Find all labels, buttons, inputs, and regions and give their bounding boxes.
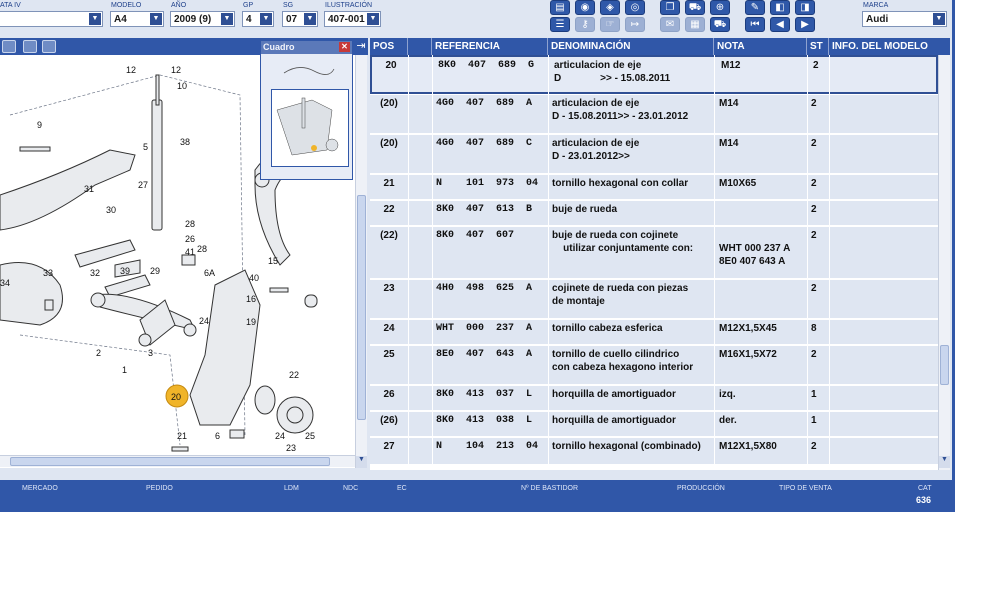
ata-select[interactable] xyxy=(0,11,103,27)
cell-pos: (22) xyxy=(380,230,398,241)
table-row[interactable] xyxy=(370,135,938,175)
callout-16[interactable]: 16 xyxy=(246,294,257,304)
col-denominacion[interactable]: DENOMINACIÓN xyxy=(548,38,714,55)
col-pos[interactable]: POS xyxy=(370,38,408,55)
close-icon[interactable]: ✕ xyxy=(339,42,350,52)
selector-label-modelo: MODELO xyxy=(111,2,142,9)
callout-22[interactable]: 22 xyxy=(289,370,300,380)
cell-referencia: 4G0 407 689 A xyxy=(436,98,533,109)
table-row[interactable] xyxy=(370,386,938,412)
callout-31[interactable]: 31 xyxy=(84,184,95,194)
cell-pos: (20) xyxy=(380,98,398,109)
col-st[interactable]: ST xyxy=(807,38,829,55)
cell-referencia: 8K0 413 038 L xyxy=(436,415,533,426)
selector-label-marca: MARCA xyxy=(863,2,889,9)
first-icon[interactable]: ⏮ xyxy=(745,17,765,32)
table-row[interactable] xyxy=(370,175,938,201)
chevron-down-icon[interactable]: ▼ xyxy=(304,13,316,25)
cell-denominacion: tornillo de cuello cilindrico con cabeza hexagono interior xyxy=(552,349,694,373)
next-page-icon[interactable]: ◨ xyxy=(795,0,815,15)
cell-nota: M14 xyxy=(719,98,739,109)
scroll-thumb[interactable] xyxy=(940,345,949,385)
callout-29[interactable]: 29 xyxy=(150,266,161,276)
overview-thumbnail xyxy=(272,90,348,166)
chevron-down-icon[interactable]: ▼ xyxy=(367,13,379,25)
cell-pos: 20 xyxy=(385,60,397,71)
callout-39[interactable]: 39 xyxy=(120,266,131,276)
status-cat: CAT xyxy=(918,485,932,492)
callout-12b[interactable]: 12 xyxy=(171,65,182,75)
callout-6[interactable]: 6 xyxy=(215,431,221,441)
column-divider xyxy=(432,55,433,468)
cell-st: 1 xyxy=(811,389,817,400)
callout-30[interactable]: 30 xyxy=(106,205,117,215)
overview-viewport[interactable] xyxy=(271,89,349,167)
cell-nota: M12 xyxy=(721,60,741,71)
cell-st: 2 xyxy=(811,283,817,294)
callout-1[interactable]: 1 xyxy=(122,365,128,375)
status-ec: EC xyxy=(397,485,407,492)
column-divider xyxy=(408,55,409,468)
status-ldm: LDM xyxy=(284,485,299,492)
cell-st: 2 xyxy=(811,178,817,189)
callout-5[interactable]: 5 xyxy=(143,142,149,152)
cell-referencia: 4H0 498 625 A xyxy=(436,283,533,294)
cell-denominacion: buje de rueda xyxy=(552,204,618,215)
callout-23[interactable]: 23 xyxy=(286,443,297,453)
table-body xyxy=(370,55,938,468)
table-header xyxy=(370,38,950,55)
cell-denominacion: cojinete de rueda con piezas de montaje xyxy=(552,283,689,307)
illustration-pane xyxy=(0,38,367,468)
cell-pos: 21 xyxy=(383,178,395,189)
cell-st: 2 xyxy=(811,98,817,109)
callout-38[interactable]: 38 xyxy=(180,137,191,147)
cell-denominacion: tornillo cabeza esferica xyxy=(552,323,663,334)
modelo-select[interactable] xyxy=(110,11,164,27)
table-row[interactable] xyxy=(370,201,938,227)
table-row[interactable] xyxy=(370,227,938,280)
cell-referencia: WHT 000 237 A xyxy=(436,323,533,334)
cell-referencia: 8E0 407 643 A xyxy=(436,349,533,360)
callout-32[interactable]: 32 xyxy=(90,268,101,278)
callout-10[interactable]: 10 xyxy=(177,81,188,91)
status-produccion: PRODUCCIÓN xyxy=(677,485,725,492)
cell-referencia: N 104 213 04 xyxy=(436,441,539,452)
status-bar xyxy=(0,480,952,509)
search-icon[interactable] xyxy=(42,40,56,53)
table-row[interactable] xyxy=(370,95,938,135)
cell-nota: der. xyxy=(719,415,737,426)
selector-label-gp: GP xyxy=(243,2,254,9)
overview-title-text: Cuadro xyxy=(263,42,295,52)
table-vertical-scrollbar[interactable] xyxy=(938,55,950,470)
col-nota[interactable]: NOTA xyxy=(714,38,807,55)
status-bastidor: Nº DE BASTIDOR xyxy=(521,485,579,492)
cell-referencia: 8K0 407 613 B xyxy=(436,204,533,215)
cell-denominacion: articulacion de eje D - 23.01.2012>> xyxy=(552,138,640,162)
cell-nota: M14 xyxy=(719,138,739,149)
status-ndc: NDC xyxy=(343,485,359,492)
callout-34[interactable]: 34 xyxy=(0,278,11,288)
cell-pos: 27 xyxy=(383,441,395,452)
callout-12a[interactable]: 12 xyxy=(126,65,137,75)
callout-20-highlighted[interactable]: 20 xyxy=(171,392,182,402)
cell-pos: 24 xyxy=(383,323,395,334)
zoom-in-icon[interactable] xyxy=(2,40,16,53)
cell-pos: 25 xyxy=(383,349,395,360)
status-mercado: MERCADO xyxy=(22,485,58,492)
cell-denominacion: horquilla de amortiguador xyxy=(552,389,676,400)
prev-page-icon[interactable]: ◧ xyxy=(770,0,790,15)
table-row[interactable] xyxy=(370,320,938,346)
pin-icon[interactable]: ✎ xyxy=(745,0,765,15)
cell-st: 2 xyxy=(811,441,817,452)
callout-6a[interactable]: 6A xyxy=(204,268,216,278)
cell-st: 1 xyxy=(811,415,817,426)
cell-nota: izq. xyxy=(719,389,736,400)
cell-denominacion: tornillo hexagonal con collar xyxy=(552,178,689,189)
cell-denominacion: articulacion de eje D - 15.08.2011>> - 23.01.2012 xyxy=(552,98,689,122)
ilustracion-value: 407-001 xyxy=(328,14,365,25)
marca-select[interactable] xyxy=(862,11,947,27)
modelo-value: A4 xyxy=(114,14,127,25)
table-row[interactable] xyxy=(370,280,938,320)
list-icon[interactable]: ☰ xyxy=(550,17,570,32)
overview-panel xyxy=(260,40,353,180)
diagram-horizontal-scrollbar[interactable] xyxy=(0,455,355,467)
cart-add-icon[interactable]: ⊕ xyxy=(710,0,730,15)
sg-select[interactable] xyxy=(282,11,318,27)
callout-33[interactable]: 33 xyxy=(43,268,54,278)
cell-pos: (26) xyxy=(380,415,398,426)
selector-label-ata: ATA IV xyxy=(0,2,21,9)
callout-41[interactable]: 41 xyxy=(185,247,196,257)
table-row[interactable] xyxy=(370,412,938,438)
cell-nota: M16X1,5X72 xyxy=(719,349,777,360)
car-icon[interactable]: ◈ xyxy=(600,0,620,15)
cart-add-icon[interactable]: ⛟ xyxy=(710,17,730,32)
forward-icon[interactable]: ▶ xyxy=(795,17,815,32)
column-divider xyxy=(548,55,549,468)
table-row[interactable] xyxy=(370,438,938,466)
cell-nota: M12X1,5X80 xyxy=(719,441,777,452)
col-blank xyxy=(408,38,432,55)
gp-value: 4 xyxy=(246,14,252,25)
cell-nota: M10X65 xyxy=(719,178,757,189)
overview-top-thumbnail xyxy=(279,61,339,86)
callout-9[interactable]: 9 xyxy=(37,120,43,130)
col-referencia[interactable]: REFERENCIA xyxy=(432,38,548,55)
cell-pos: (20) xyxy=(380,138,398,149)
cell-st: 2 xyxy=(811,230,817,241)
diagram-vertical-scrollbar[interactable] xyxy=(355,55,367,468)
hand-icon[interactable]: ☞ xyxy=(600,17,620,32)
table-row-selected[interactable] xyxy=(370,55,938,94)
chevron-down-icon[interactable]: ▼ xyxy=(221,13,233,25)
column-divider xyxy=(829,55,830,468)
cell-referencia: 8K0 407 607 xyxy=(436,230,515,241)
callout-3[interactable]: 3 xyxy=(148,348,154,358)
print-icon[interactable]: ▤ xyxy=(550,0,570,15)
selector-label-ilustracion: ILUSTRACIÓN xyxy=(325,2,373,9)
callout-19[interactable]: 19 xyxy=(246,317,257,327)
cell-referencia: 8K0 407 689 G xyxy=(438,60,535,71)
arrow-icon[interactable]: ↦ xyxy=(625,17,645,32)
scroll-down-icon[interactable]: ▼ xyxy=(356,456,367,468)
status-tipo-venta: TIPO DE VENTA xyxy=(779,485,832,492)
parts-icon[interactable]: ◉ xyxy=(575,0,595,15)
parts-table xyxy=(370,38,950,470)
cell-st: 2 xyxy=(811,138,817,149)
callout-28a[interactable]: 28 xyxy=(185,219,196,229)
selector-label-ano: AÑO xyxy=(171,2,187,9)
status-pedido: PEDIDO xyxy=(146,485,173,492)
calendar-icon[interactable]: ▦ xyxy=(685,17,705,32)
ano-select[interactable] xyxy=(170,11,235,27)
status-cat-value: 636 xyxy=(916,495,932,505)
cell-pos: 22 xyxy=(383,204,395,215)
callout-24a[interactable]: 24 xyxy=(199,316,210,326)
scroll-thumb[interactable] xyxy=(357,195,366,420)
cell-referencia: 4G0 407 689 C xyxy=(436,138,533,149)
cell-denominacion: tornillo hexagonal (combinado) xyxy=(552,441,701,452)
cell-denominacion: buje de rueda con cojinete utilizar conjuntamente con: xyxy=(552,230,694,254)
cell-st: 2 xyxy=(811,204,817,215)
table-row[interactable] xyxy=(370,346,938,386)
column-divider xyxy=(807,55,808,468)
marca-value: Audi xyxy=(866,14,889,25)
cell-nota: WHT 000 237 A 8E0 407 643 A xyxy=(719,243,791,267)
scroll-thumb[interactable] xyxy=(10,457,330,466)
cart-icon[interactable]: ⛟ xyxy=(685,0,705,15)
chevron-down-icon[interactable]: ▼ xyxy=(89,13,101,25)
callout-27[interactable]: 27 xyxy=(138,180,149,190)
cell-referencia: N 101 973 04 xyxy=(436,178,539,189)
cell-pos: 23 xyxy=(383,283,395,294)
ilustracion-select[interactable] xyxy=(324,11,381,27)
overview-title xyxy=(261,41,352,54)
callout-26[interactable]: 26 xyxy=(185,234,196,244)
cell-st: 2 xyxy=(811,349,817,360)
expand-arrow-icon[interactable]: ⇥ xyxy=(354,38,368,55)
wheel-icon[interactable]: ◎ xyxy=(625,0,645,15)
cell-st: 8 xyxy=(811,323,817,334)
scroll-down-icon[interactable]: ▼ xyxy=(939,456,950,468)
cell-denominacion: articulacion de eje D >> - 15.08.2011 xyxy=(554,60,671,84)
cell-st: 2 xyxy=(813,60,819,71)
note-icon[interactable]: ✉ xyxy=(660,17,680,32)
callout-24b[interactable]: 24 xyxy=(275,431,286,441)
chevron-down-icon[interactable]: ▼ xyxy=(933,13,945,25)
cell-nota: M12X1,5X45 xyxy=(719,323,777,334)
column-divider xyxy=(714,55,715,468)
key-icon[interactable]: ⚷ xyxy=(575,17,595,32)
copy-icon[interactable]: ❐ xyxy=(660,0,680,15)
callout-15[interactable]: 15 xyxy=(268,256,279,266)
gp-select[interactable] xyxy=(242,11,274,27)
zoom-out-icon[interactable] xyxy=(23,40,37,53)
cell-referencia: 8K0 413 037 L xyxy=(436,389,533,400)
callout-2[interactable]: 2 xyxy=(96,348,102,358)
callout-21[interactable]: 21 xyxy=(177,431,188,441)
cell-pos: 26 xyxy=(383,389,395,400)
col-info-modelo[interactable]: INFO. DEL MODELO xyxy=(832,41,928,52)
callout-25[interactable]: 25 xyxy=(305,431,316,441)
selector-label-sg: SG xyxy=(283,2,294,9)
sg-value: 07 xyxy=(286,14,298,25)
callout-28b[interactable]: 28 xyxy=(197,244,208,254)
chevron-down-icon[interactable]: ▼ xyxy=(260,13,272,25)
back-icon[interactable]: ◀ xyxy=(770,17,790,32)
cell-denominacion: horquilla de amortiguador xyxy=(552,415,676,426)
ano-value: 2009 (9) xyxy=(174,14,212,25)
chevron-down-icon[interactable]: ▼ xyxy=(150,13,162,25)
callout-40[interactable]: 40 xyxy=(249,273,260,283)
